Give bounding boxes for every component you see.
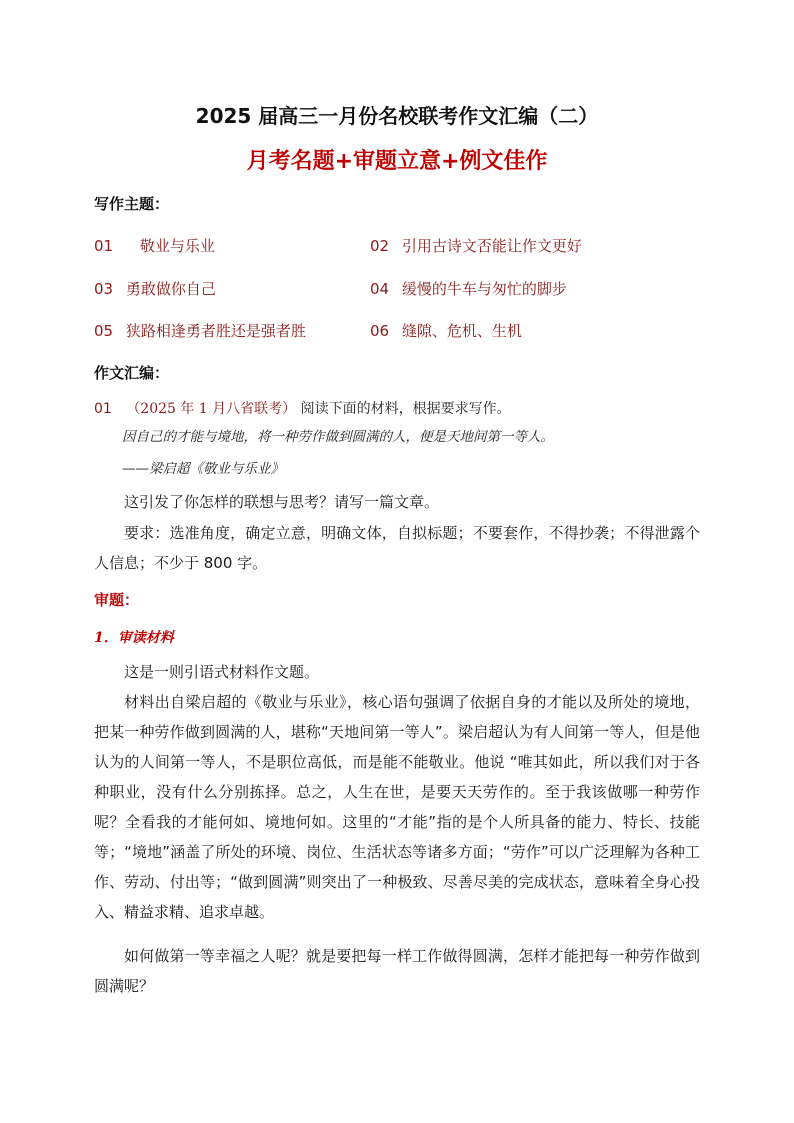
topic-item — [94, 320, 306, 341]
topic-text: 引用古诗文否能让作文更好 — [401, 237, 582, 255]
analysis-heading: 审题： — [94, 591, 140, 609]
topic-number: 02 — [370, 237, 390, 255]
topic-number: 05 — [94, 322, 114, 340]
compilation-heading: 作文汇编： — [94, 364, 170, 382]
document-title: 2025 届高三一月份名校联考作文汇编（二） — [195, 104, 599, 128]
writing-prompt: 这引发了你怎样的联想与思考？请写一篇文章。 — [124, 493, 440, 511]
item-source-line — [94, 398, 511, 418]
document-subtitle: 月考名题+审题立意+例文佳作 — [246, 149, 548, 174]
writing-requirement: 要求：选准角度，确定立意，明确文体，自拟标题；不要套作，不得抄袭；不得泄露个人信息；不少于 800 字。 — [94, 524, 700, 572]
topic-item — [370, 320, 522, 341]
item-number: 01 — [94, 401, 112, 417]
item-source: （2025 年 1 月八省联考） — [126, 401, 297, 417]
topic-number: 06 — [370, 322, 390, 340]
topic-item — [94, 278, 216, 299]
analysis-paragraph: 材料出自梁启超的《敬业与乐业》，核心语句强调了依据自身的才能以及所处的境地，把某一种劳作做到圆满的人，堪称“天地间第一等人”。梁启超认为有人间第一等人，但是他认为的人间第一等人，不是职位高低，而是能不能敬业。他说 “唯其如此，所以我们对于各种职业，没有什么分别拣择。总之，人生在世，是要天天劳作的。至于我该做哪一种劳作呢？全看我的才能何如、境地何如。这里的“才能”指的是个人所具备的能力、特长、技能等；“境地”涵盖了所处的环境、岗位、生活状态等诸多方面；“劳作”可以广泛理解为各种工作、劳动、付出等；“做到圆满”则突出了一种极致、尽善尽美的完成状态，意味着全身心投入、精益求精、追求卓越。 — [94, 693, 700, 921]
topic-text: 勇敢做你自己 — [125, 280, 216, 298]
item-intro: 阅读下面的材料，根据要求写作。 — [300, 401, 511, 417]
topic-item — [370, 235, 582, 256]
topic-number: 04 — [370, 280, 390, 298]
analysis-paragraph: 如何做第一等幸福之人呢？就是要把每一样工作做得圆满，怎样才能把每一种劳作做到圆满呢？ — [94, 947, 700, 995]
topic-text: 狭路相逢勇者胜还是强者胜 — [125, 322, 306, 340]
topic-number: 01 — [94, 237, 114, 255]
topic-text: 缓慢的牛车与匆忙的脚步 — [401, 280, 567, 298]
topic-text: 缝隙、危机、生机 — [401, 322, 522, 340]
topic-number: 03 — [94, 280, 114, 298]
material-quote: 因自己的才能与境地，将一种劳作做到圆满的人，便是天地间第一等人。 — [122, 429, 554, 445]
topic-item — [370, 278, 567, 299]
analysis-subheading: 1．审读材料 — [94, 630, 174, 646]
analysis-paragraph: 这是一则引语式材料作文题。 — [124, 663, 320, 681]
topic-text: 敬业与乐业 — [139, 237, 215, 255]
topic-item — [94, 235, 215, 256]
topics-heading: 写作主题： — [94, 195, 170, 213]
quote-attribution: ——梁启超《敬业与乐业》 — [122, 461, 284, 477]
